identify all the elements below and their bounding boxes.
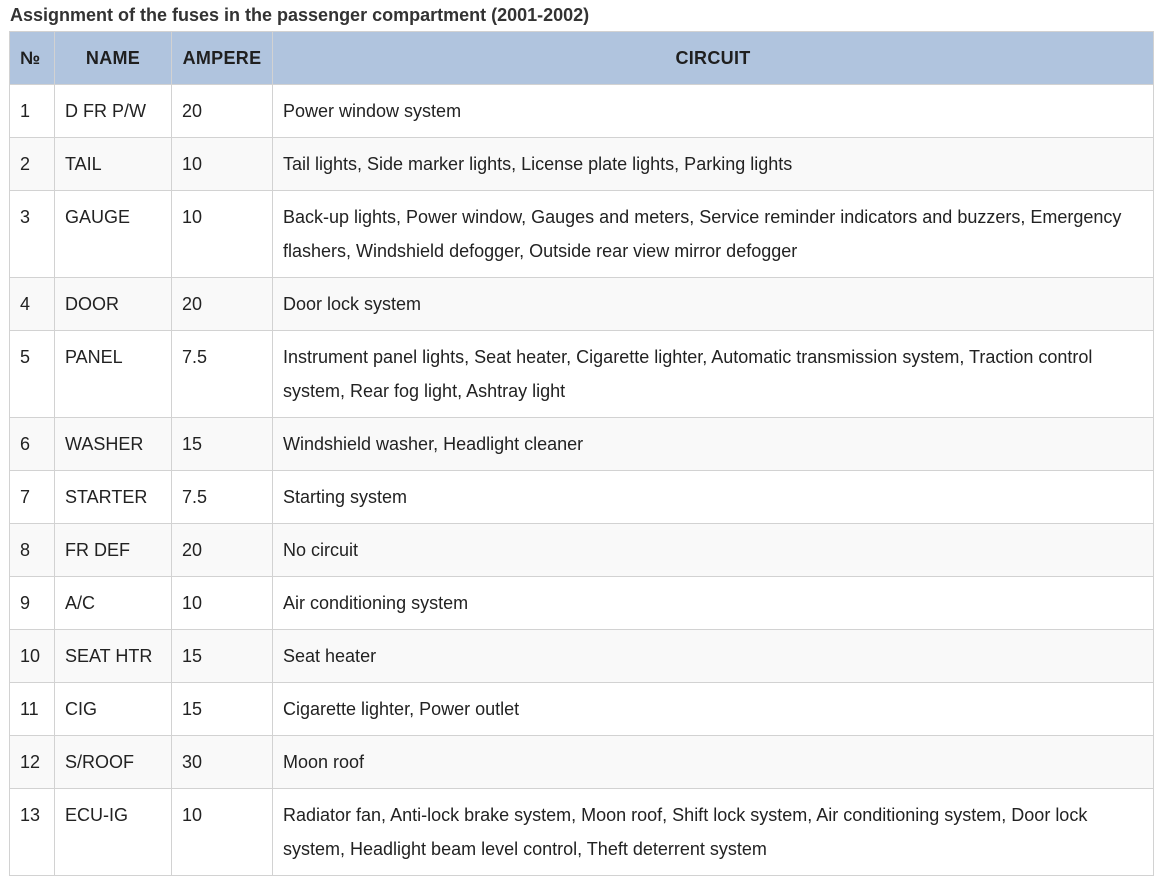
cell-name: DOOR <box>55 278 172 331</box>
cell-circuit: Instrument panel lights, Seat heater, Cigarette lighter, Automatic transmission system, Traction control system, Rear fog light, Ashtray light <box>273 331 1154 418</box>
cell-name: CIG <box>55 683 172 736</box>
table-row <box>10 630 1154 683</box>
table-row <box>10 683 1154 736</box>
cell-name: WASHER <box>55 418 172 471</box>
cell-ampere: 15 <box>172 630 273 683</box>
cell-ampere: 10 <box>172 789 273 876</box>
table-header <box>10 32 1154 85</box>
cell-name: S/ROOF <box>55 736 172 789</box>
header-name[interactable]: NAME <box>55 32 172 85</box>
cell-name: GAUGE <box>55 191 172 278</box>
cell-ampere: 20 <box>172 85 273 138</box>
page-title: Assignment of the fuses in the passenger compartment (2001-2002) <box>10 5 590 25</box>
cell-number: 4 <box>10 278 55 331</box>
table-body <box>10 85 1154 876</box>
cell-number: 7 <box>10 471 55 524</box>
cell-circuit: Windshield washer, Headlight cleaner <box>273 418 1154 471</box>
cell-name: STARTER <box>55 471 172 524</box>
cell-ampere: 15 <box>172 418 273 471</box>
table-row <box>10 85 1154 138</box>
cell-ampere: 20 <box>172 278 273 331</box>
cell-ampere: 30 <box>172 736 273 789</box>
cell-number: 8 <box>10 524 55 577</box>
cell-circuit: Back-up lights, Power window, Gauges and meters, Service reminder indicators and buzzers, Emergency flashers, Windshield defogger, Outside rear view mirror defogger <box>273 191 1154 278</box>
cell-name: SEAT HTR <box>55 630 172 683</box>
table-row <box>10 331 1154 418</box>
cell-circuit: Starting system <box>273 471 1154 524</box>
cell-number: 9 <box>10 577 55 630</box>
fuse-table <box>9 31 1154 876</box>
cell-circuit: Cigarette lighter, Power outlet <box>273 683 1154 736</box>
cell-circuit: Seat heater <box>273 630 1154 683</box>
cell-circuit: Door lock system <box>273 278 1154 331</box>
table-row <box>10 789 1154 876</box>
table-row <box>10 191 1154 278</box>
table-row <box>10 418 1154 471</box>
cell-circuit: Air conditioning system <box>273 577 1154 630</box>
cell-ampere: 7.5 <box>172 471 273 524</box>
cell-ampere: 7.5 <box>172 331 273 418</box>
cell-name: FR DEF <box>55 524 172 577</box>
cell-number: 10 <box>10 630 55 683</box>
cell-number: 5 <box>10 331 55 418</box>
cell-name: D FR P/W <box>55 85 172 138</box>
table-row <box>10 736 1154 789</box>
cell-number: 6 <box>10 418 55 471</box>
cell-number: 1 <box>10 85 55 138</box>
table-row <box>10 138 1154 191</box>
cell-number: 3 <box>10 191 55 278</box>
cell-number: 2 <box>10 138 55 191</box>
cell-ampere: 10 <box>172 577 273 630</box>
cell-number: 12 <box>10 736 55 789</box>
table-row <box>10 524 1154 577</box>
cell-circuit: Moon roof <box>273 736 1154 789</box>
cell-name: ECU-IG <box>55 789 172 876</box>
table-row <box>10 577 1154 630</box>
cell-circuit: No circuit <box>273 524 1154 577</box>
cell-name: TAIL <box>55 138 172 191</box>
cell-ampere: 10 <box>172 138 273 191</box>
cell-name: PANEL <box>55 331 172 418</box>
cell-circuit: Radiator fan, Anti-lock brake system, Moon roof, Shift lock system, Air conditioning system, Door lock system, Headlight beam level control, Theft deterrent system <box>273 789 1154 876</box>
cell-number: 13 <box>10 789 55 876</box>
cell-ampere: 10 <box>172 191 273 278</box>
header-row <box>10 32 1154 85</box>
header-ampere[interactable]: AMPERE <box>172 32 273 85</box>
cell-circuit: Tail lights, Side marker lights, License plate lights, Parking lights <box>273 138 1154 191</box>
cell-ampere: 15 <box>172 683 273 736</box>
table-row <box>10 471 1154 524</box>
cell-circuit: Power window system <box>273 85 1154 138</box>
cell-number: 11 <box>10 683 55 736</box>
cell-name: A/C <box>55 577 172 630</box>
header-number[interactable]: № <box>10 32 55 85</box>
header-circuit[interactable]: CIRCUIT <box>273 32 1154 85</box>
cell-ampere: 20 <box>172 524 273 577</box>
table-row <box>10 278 1154 331</box>
